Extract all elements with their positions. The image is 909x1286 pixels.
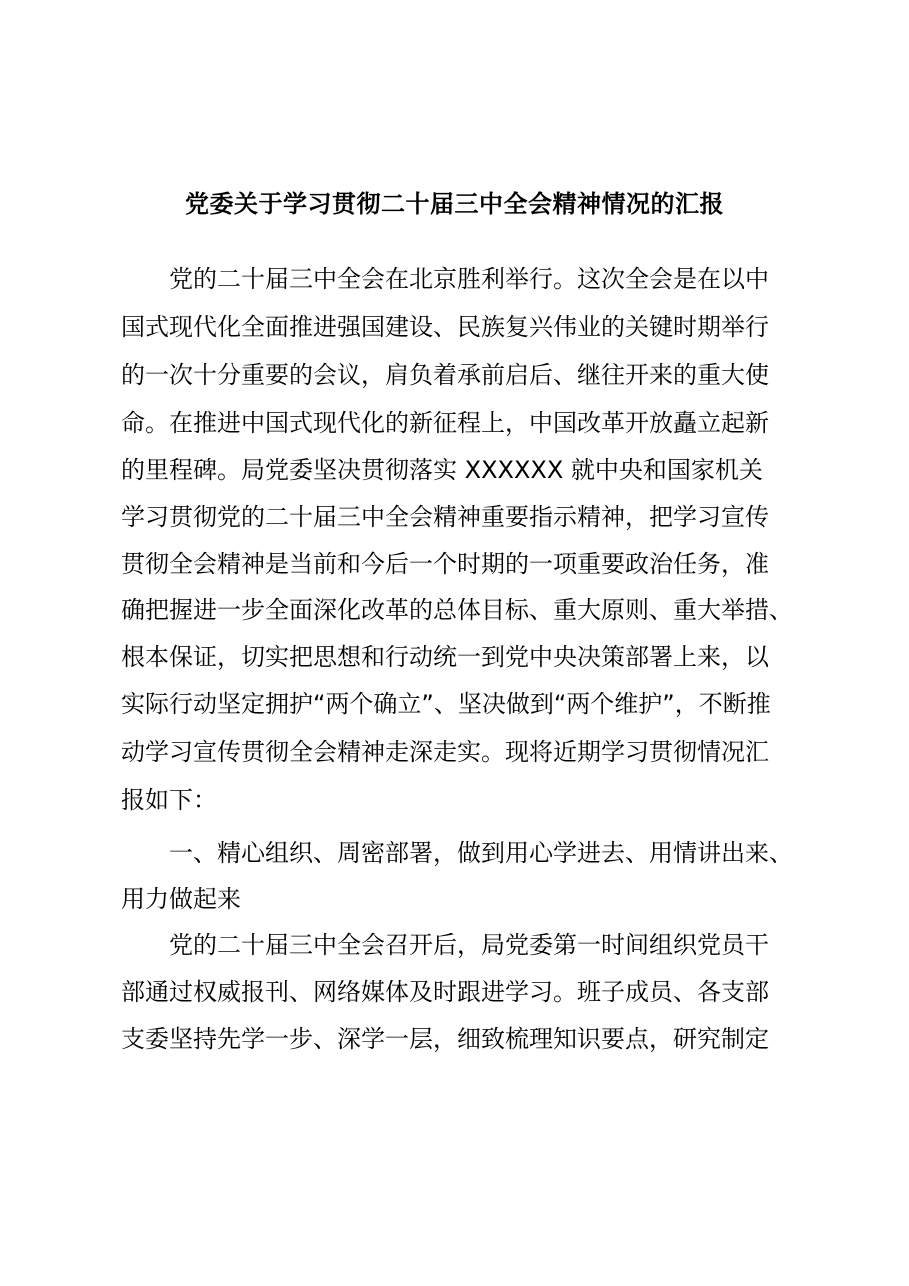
paragraph-line: 动学习宣传贯彻全会精神走深走实。现将近期学习贯彻情况汇 xyxy=(121,738,769,766)
document-title: 党委关于学习贯彻二十届三中全会精神情况的汇报 xyxy=(185,189,724,218)
paragraph-line: 确把握进一步全面深化改革的总体目标、重大原则、重大举措、 xyxy=(121,596,793,624)
paragraph-line: 报如下： xyxy=(121,786,217,814)
paragraph-line: 的一次十分重要的会议，肩负着承前启后、继往开来的重大使 xyxy=(121,361,769,389)
paragraph-line: 的里程碑。局党委坚决贯彻落实 XXXXXX 就中央和国家机关 xyxy=(121,456,763,484)
paragraph-line: 党的二十届三中全会在北京胜利举行。这次全会是在以中 xyxy=(169,265,769,293)
paragraph-line: 贯彻全会精神是当前和今后一个时期的一项重要政治任务，准 xyxy=(121,550,769,578)
paragraph-line: 实际行动坚定拥护“两个确立”、坚决做到“两个维护”，不断推 xyxy=(121,690,771,718)
paragraph-line: 命。在推进中国式现代化的新征程上，中国改革开放矗立起新 xyxy=(121,409,769,437)
paragraph-line: 部通过权威报刊、网络媒体及时跟进学习。班子成员、各支部 xyxy=(121,978,769,1006)
section-heading-line: 一、精心组织、周密部署，做到用心学进去、用情讲出来、 xyxy=(169,839,793,867)
paragraph-line: 支委坚持先学一步、深学一层，细致梳理知识要点，研究制定 xyxy=(121,1025,769,1053)
paragraph-line: 根本保证，切实把思想和行动统一到党中央决策部署上来，以 xyxy=(121,643,769,671)
paragraph-line: 党的二十届三中全会召开后，局党委第一时间组织党员干 xyxy=(169,931,769,959)
paragraph-line: 学习贯彻党的二十届三中全会精神重要指示精神，把学习宣传 xyxy=(121,503,769,531)
paragraph-line: 国式现代化全面推进强国建设、民族复兴伟业的关键时期举行 xyxy=(121,313,769,341)
section-heading-line: 用力做起来 xyxy=(121,885,241,913)
